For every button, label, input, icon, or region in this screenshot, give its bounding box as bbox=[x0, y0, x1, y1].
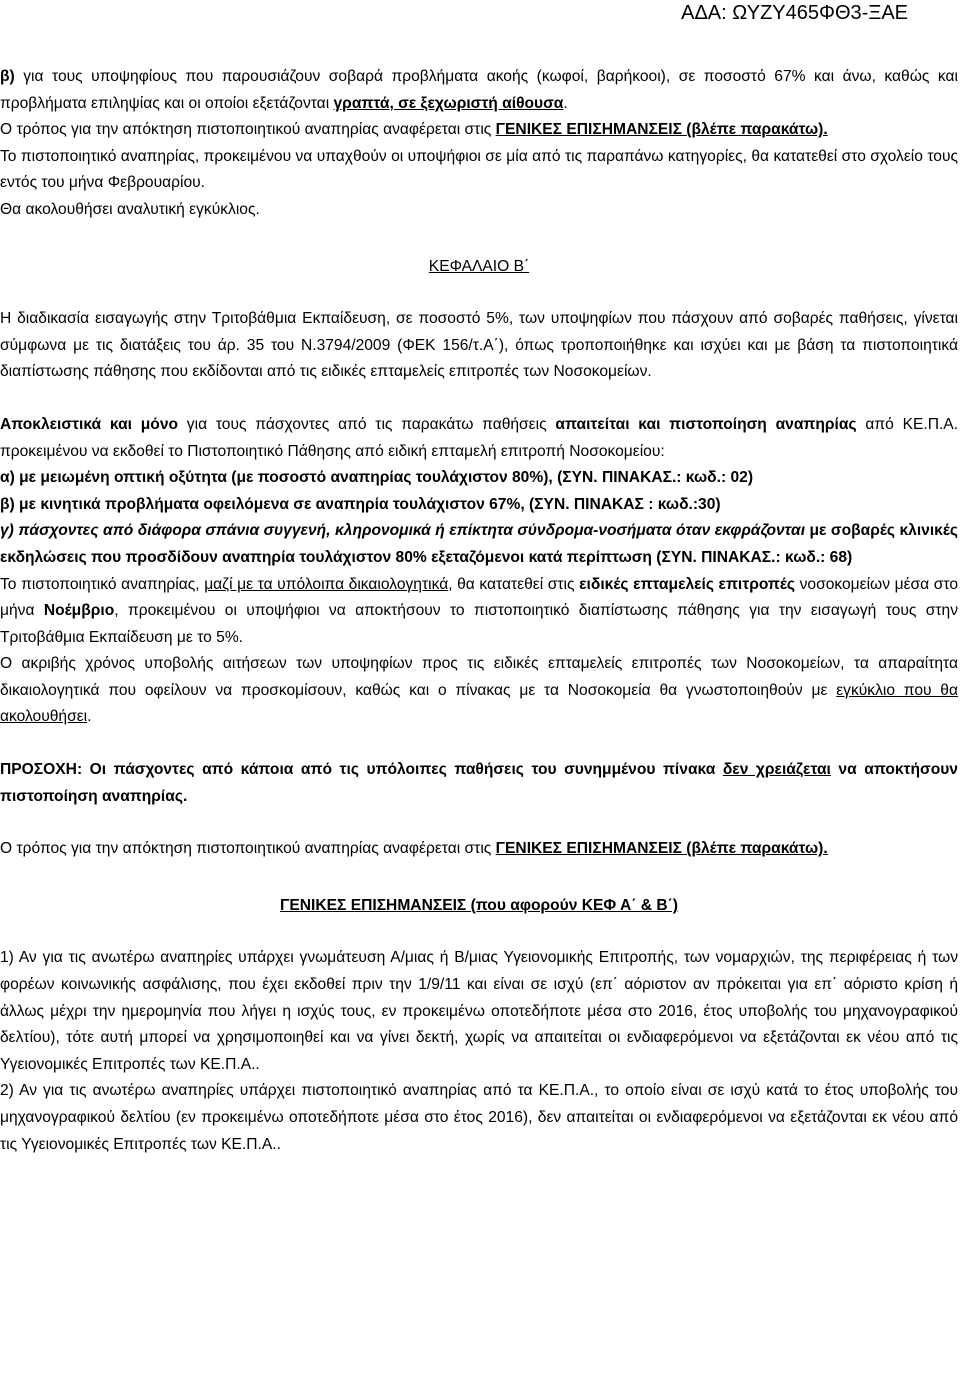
general-notes-reference: ΓΕΝΙΚΕΣ ΕΠΙΣΗΜΑΝΣΕΙΣ (βλέπε παρακάτω). bbox=[495, 121, 828, 139]
condition-item-b: β) με κινητικά προβλήματα οφειλόμενα σε αναπηρία τουλάχιστον 67%, (ΣΥΝ. ΠΙΝΑΚΑΣ : κωδ.:30) bbox=[0, 495, 721, 513]
document-body bbox=[0, 64, 958, 1158]
intro-submission-paragraph: Το πιστοποιητικό αναπηρίας, προκειμένου να υπαχθούν οι υποψήφιοι σε μία από τις παραπάνω κατηγορίες, θα κατατεθεί στο σχολείο τους εντός του μήνα Φεβρουαρίου. bbox=[0, 147, 958, 192]
chapter-b-paragraph-2: Αποκλειστικά και μόνο για τους πάσχοντες από τις παρακάτω παθήσεις απαιτείται και πιστοποίηση αναπηρίας από ΚΕ.Π.Α. προκειμένου να εκδοθεί το Πιστοποιητικό Πάθησης από ειδική επταμελή επιτροπή Νοσοκομείου: bbox=[0, 415, 959, 460]
chapter-b-paragraph-1: Η διαδικασία εισαγωγής στην Τριτοβάθμια Εκπαίδευση, σε ποσοστό 5%, των υποψηφίων που πάσχουν από σοβαρές παθήσεις, γίνεται σύμφωνα με τις διατάξεις του άρ. 35 του Ν.3794/2009 (ΦΕΚ 156/τ.Α΄), όπως τροποποιήθηκε και ισχύει και με βάση τα πιστοποιητικά διαπίστωσης πάθησης που εκδίδονται από τις ειδικές επταμελείς επιτροπές των Νοσοκομείων. bbox=[0, 310, 958, 381]
condition-item-c: γ) πάσχοντες από διάφορα σπάνια συγγενή, κληρονομικά ή επίκτητα σύνδρομα-νοσήματα όταν εκφράζονται με σοβαρές κλινικές εκδηλώσεις που προσδίδουν αναπηρία τουλάχιστον 80% εξεταζόμενοι κατά περίπτωση (ΣΥΝ. ΠΙΝΑΚΑΣ.: κωδ.: 68) bbox=[0, 522, 958, 566]
item-b-label: β) bbox=[0, 68, 15, 85]
chapter-b-method-paragraph: Ο τρόπος για την απόκτηση πιστοποιητικού αναπηρίας αναφέρεται στις ΓΕΝΙΚΕΣ ΕΠΙΣΗΜΑΝΣΕΙΣ (βλέπε παρακάτω). bbox=[0, 840, 828, 858]
general-note-2: 2) Αν για τις ανωτέρω αναπηρίες υπάρχει πιστοποιητικό αναπηρίας από τα ΚΕ.Π.Α., το οποίο είναι σε ισχύ κατά το έτος υποβολής του μηχανογραφικού δελτίου (εν προκειμένω οποτεδήποτε μέσα στο έτος 2016), δεν απαιτείται οι ενδιαφερόμενοι να εξετάζονται εκ νέου από τις Υγειονομικές Επιτροπές των ΚΕ.Π.Α.. bbox=[0, 1082, 958, 1153]
attention-paragraph: ΠΡΟΣΟΧΗ: Οι πάσχοντες από κάποια από τις υπόλοιπες παθήσεις του συνημμένου πίνακα δεν χρειάζεται να αποκτήσουν πιστοποίηση αναπηρίας. bbox=[0, 761, 958, 805]
chapter-b-paragraph-4: Ο ακριβής χρόνος υποβολής αιτήσεων των υποψηφίων προς τις ειδικές επταμελείς επιτροπές των Νοσοκομείων, τα απαραίτητα δικαιολογητικά που οφείλουν να προσκομίσουν, καθώς και ο πίνακας με τα Νοσοκομεία θα γνωστοποιηθούν με εγκύκλιο που θα ακολουθήσει. bbox=[0, 655, 958, 726]
condition-item-a: α) με μειωμένη οπτική οξύτητα (με ποσοστό αναπηρίας τουλάχιστον 80%), (ΣΥΝ. ΠΙΝΑΚΑΣ.: κωδ.: 02) bbox=[0, 469, 754, 487]
document-ada-code: ΑΔΑ: ΩΥΖΥ465ΦΘ3-ΞΑΕ bbox=[681, 2, 908, 24]
general-notes-reference: ΓΕΝΙΚΕΣ ΕΠΙΣΗΜΑΝΣΕΙΣ (βλέπε παρακάτω). bbox=[495, 840, 828, 858]
general-notes-title: ΓΕΝΙΚΕΣ ΕΠΙΣΗΜΑΝΣΕΙΣ (που αφορούν ΚΕΦ Α΄ & Β΄) bbox=[279, 896, 679, 914]
chapter-b-title: ΚΕΦΑΛΑΙΟ Β΄ bbox=[428, 257, 530, 275]
general-note-1: 1) Αν για τις ανωτέρω αναπηρίες υπάρχει γνωμάτευση Α/μιας ή Β/μιας Υγειονομικής Επιτροπής, των νομαρχιών, της περιφέρειας ή των φορέων κοινωνικής ασφάλισης, που έχει εκδοθεί πριν την 1/9/11 και είναι σε ισχύ (επ΄ αόριστον αν πρόκειται για επ΄ αόριστο κρίση ή άλλως μέχρι την ημερομηνία που λήγει η ισχύς τους, εν προκειμένω οποτεδήποτε μέσα στο 2016, έτος υποβολής του μηχανογραφικού δελτίου), τότε αυτή μπορεί να χρησιμοποιηθεί και να γίνει δεκτή, χωρίς να απαιτείται οι ενδιαφερόμενοι να εξετάζονται εκ νέου από τις Υγειονομικές Επιτροπές των ΚΕ.Π.Α.. bbox=[0, 949, 958, 1073]
chapter-b-paragraph-3: Το πιστοποιητικό αναπηρίας, μαζί με τα υπόλοιπα δικαιολογητικά, θα κατατεθεί στις ειδικές επταμελείς επιτροπές νοσοκομείων μέσα στο μήνα Νοέμβριο, προκειμένου οι υποψήφιοι να αποκτήσουν το πιστοποιητικό διαπίστωσης πάθησης για την εισαγωγή τους στην Τριτοβάθμια Εκπαίδευση με το 5%. bbox=[0, 575, 959, 646]
intro-item-b: β) για τους υποψηφίους που παρουσιάζουν σοβαρά προβλήματα ακοής (κωφοί, βαρήκοοι), σε ποσοστό 67% και άνω, καθώς και προβλήματα επιληψίας και οι οποίοι εξετάζονται γραπτά, σε ξεχωριστή αίθουσα. bbox=[0, 68, 958, 112]
intro-method-paragraph: Ο τρόπος για την απόκτηση πιστοποιητικού αναπηρίας αναφέρεται στις ΓΕΝΙΚΕΣ ΕΠΙΣΗΜΑΝΣΕΙΣ (βλέπε παρακάτω). bbox=[0, 121, 828, 139]
written-separate-room: γραπτά, σε ξεχωριστή αίθουσα bbox=[333, 94, 564, 112]
intro-circular-paragraph: Θα ακολουθήσει αναλυτική εγκύκλιος. bbox=[0, 200, 260, 218]
